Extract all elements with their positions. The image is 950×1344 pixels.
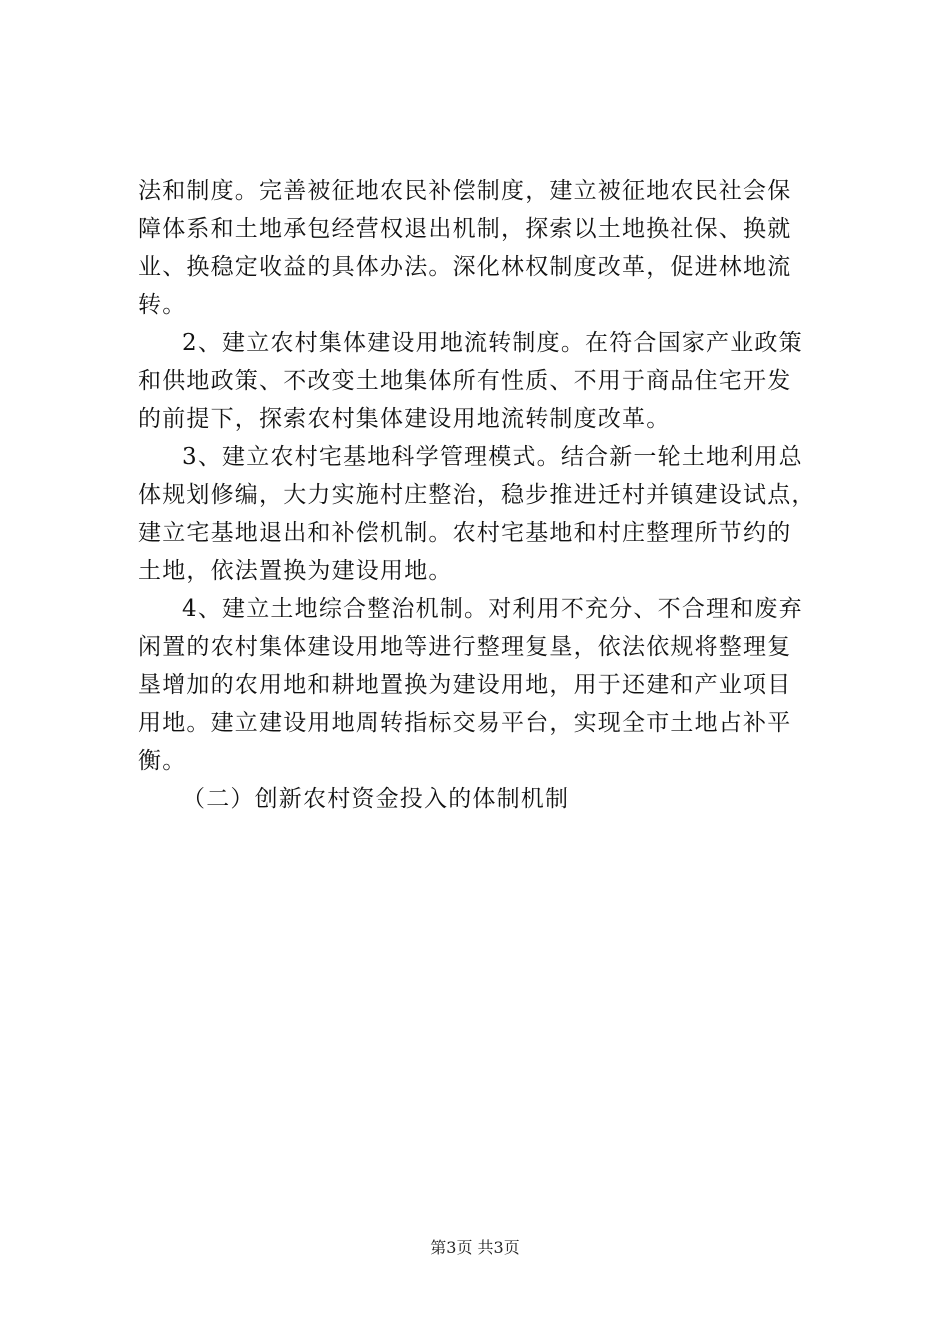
- body-line: 体规划修编，大力实施村庄整治，稳步推进迁村并镇建设试点，: [138, 482, 816, 508]
- body-line: 法和制度。完善被征地农民补偿制度，建立被征地农民社会保: [138, 178, 792, 204]
- paragraph-4-start: 4、建立土地综合整治机制。对利用不充分、不合理和废弃: [182, 596, 803, 622]
- body-line: 垦增加的农用地和耕地置换为建设用地，用于还建和产业项目: [138, 672, 792, 698]
- body-line: 业、换稳定收益的具体办法。深化林权制度改革，促进林地流: [138, 254, 792, 280]
- body-line: 转。: [138, 292, 187, 318]
- body-line: 和供地政策、不改变土地集体所有性质、不用于商品住宅开发: [138, 368, 792, 394]
- body-line: 建立宅基地退出和补偿机制。农村宅基地和村庄整理所节约的: [138, 520, 792, 546]
- paragraph-2-start: 2、建立农村集体建设用地流转制度。在符合国家产业政策: [182, 330, 803, 356]
- body-line: 土地，依法置换为建设用地。: [138, 558, 453, 584]
- body-line: 闲置的农村集体建设用地等进行整理复垦，依法依规将整理复: [138, 634, 792, 660]
- body-line: 衡。: [138, 748, 187, 774]
- body-line: 障体系和土地承包经营权退出机制，探索以土地换社保、换就: [138, 216, 792, 242]
- page-number-footer: 第3页 共3页: [430, 1238, 520, 1257]
- section-heading: （二）创新农村资金投入的体制机制: [182, 786, 570, 812]
- document-body: [138, 172, 828, 818]
- paragraph-3-start: 3、建立农村宅基地科学管理模式。结合新一轮土地利用总: [182, 444, 803, 470]
- body-line: 的前提下，探索农村集体建设用地流转制度改革。: [138, 406, 671, 432]
- body-line: 用地。建立建设用地周转指标交易平台，实现全市土地占补平: [138, 710, 792, 736]
